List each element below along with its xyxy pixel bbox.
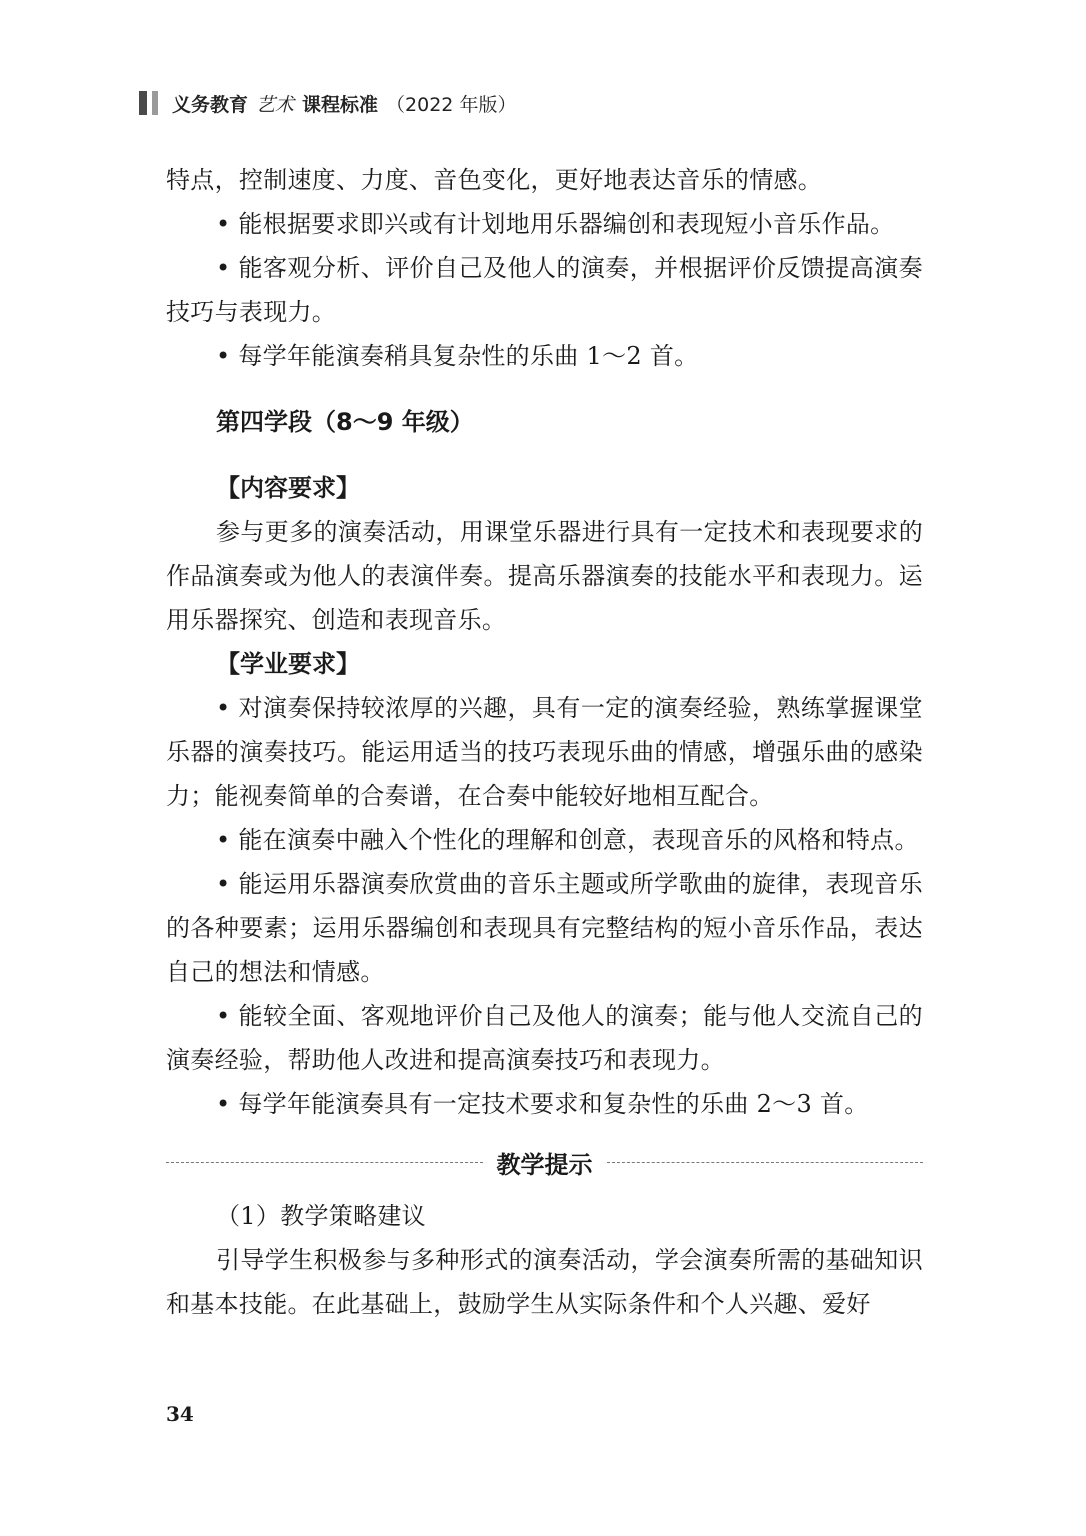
bullet-item: • 能较全面、客观地评价自己及他人的演奏；能与他人交流自己的演奏经验，帮助他人改进和提高演奏技巧和表现力。 xyxy=(166,1002,923,1074)
header-title-arts: 艺术 xyxy=(256,93,295,116)
section-divider xyxy=(166,1140,923,1184)
stage-heading: 第四学段（8～9 年级） xyxy=(216,408,474,436)
paragraph: 特点，控制速度、力度、音色变化，更好地表达音乐的情感。 xyxy=(166,166,823,194)
running-header xyxy=(139,88,516,118)
main-content xyxy=(166,158,923,1326)
header-bar-mark xyxy=(139,91,158,115)
bullet-item: • 能根据要求即兴或有计划地用乐器编创和表现短小音乐作品。 xyxy=(216,210,895,238)
strategy-subheading: （1）教学策略建议 xyxy=(216,1202,426,1230)
divider-line-right xyxy=(607,1162,924,1163)
bullet-item: • 能客观分析、评价自己及他人的演奏，并根据评价反馈提高演奏技巧与表现力。 xyxy=(166,254,923,326)
content-requirement-text: 参与更多的演奏活动，用课堂乐器进行具有一定技术和表现要求的作品演奏或为他人的表演伴奏。提高乐器演奏的技能水平和表现力。运用乐器探究、创造和表现音乐。 xyxy=(166,518,923,634)
teaching-tips-heading: 教学提示 xyxy=(496,1150,593,1179)
content-requirement-label: 【内容要求】 xyxy=(216,474,360,502)
bullet-item: • 对演奏保持较浓厚的兴趣，具有一定的演奏经验，熟练掌握课堂乐器的演奏技巧。能运用适当的技巧表现乐曲的情感，增强乐曲的感染力；能视奏简单的合奏谱，在合奏中能较好地相互配合。 xyxy=(166,694,923,810)
header-edition: （2022 年版） xyxy=(386,93,517,116)
header-title-left: 义务教育 xyxy=(172,93,249,116)
bullet-item: • 每学年能演奏稍具复杂性的乐曲 1～2 首。 xyxy=(216,342,699,370)
bullet-item: • 能运用乐器演奏欣赏曲的音乐主题或所学歌曲的旋律，表现音乐的各种要素；运用乐器编创和表现具有完整结构的短小音乐作品，表达自己的想法和情感。 xyxy=(166,870,923,986)
header-title-right: 课程标准 xyxy=(302,93,379,116)
academic-requirement-label: 【学业要求】 xyxy=(216,650,360,678)
divider-line-left xyxy=(166,1162,483,1163)
bullet-item: • 每学年能演奏具有一定技术要求和复杂性的乐曲 2～3 首。 xyxy=(216,1090,869,1118)
bullet-item: • 能在演奏中融入个性化的理解和创意，表现音乐的风格和特点。 xyxy=(216,826,919,854)
page-number: 34 xyxy=(166,1402,194,1426)
teaching-tips-text: 引导学生积极参与多种形式的演奏活动，学会演奏所需的基础知识和基本技能。在此基础上，鼓励学生从实际条件和个人兴趣、爱好 xyxy=(166,1246,923,1318)
